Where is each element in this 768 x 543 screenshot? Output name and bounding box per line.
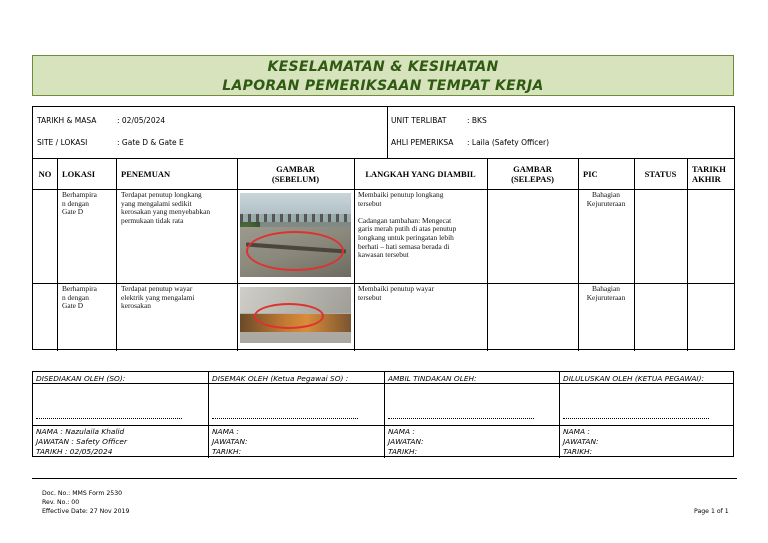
header-penemuan: PENEMUAN: [121, 169, 171, 179]
column-divider: [57, 158, 58, 351]
header-lokasi: LOKASI: [62, 169, 96, 179]
signature-line: [212, 418, 358, 419]
column-divider: [354, 158, 355, 351]
row2-lokasi: Berhampira n dengan Gate D: [62, 284, 97, 311]
signoff-header: AMBIL TINDAKAN OLEH:: [388, 374, 477, 383]
signoff-header: DISEDIAKAN OLEH (SO):: [36, 374, 126, 383]
header-pic: PIC: [583, 169, 598, 179]
site-label: SITE / LOKASI: [37, 138, 88, 147]
doc-no: Doc. No.: MMS Form 2530: [42, 490, 123, 497]
signoff-nama: NAMA :: [388, 427, 415, 436]
signoff-header: DISEMAK OLEH (Ketua Pegawai SO) :: [212, 374, 349, 383]
ahli-field: [391, 138, 549, 147]
header-no: NO: [38, 169, 52, 179]
column-divider: [487, 158, 488, 351]
row2-penemuan: Terdapat penutup wayar elektrik yang mengalami kerosakan: [121, 284, 195, 311]
rev-no: Rev. No.: 00: [42, 499, 80, 506]
report-title-line1: KESELAMATAN & KESIHATAN: [267, 59, 499, 75]
unit-field: [391, 116, 487, 125]
ahli-value: : Laila (Safety Officer): [467, 138, 550, 147]
signoff-prepared: [33, 372, 208, 456]
footer-rule: [32, 478, 737, 479]
site-value: : Gate D & Gate E: [117, 138, 184, 147]
signoff-tarikh: TARIKH:: [212, 447, 242, 456]
row2-photo-sebelum: [240, 287, 351, 343]
signature-line: [388, 418, 534, 419]
signoff-action: [385, 372, 559, 456]
signoff-tarikh: TARIKH:: [563, 447, 593, 456]
inspection-table: [32, 106, 735, 350]
row1-photo-sebelum: [240, 193, 351, 277]
page-number: Page 1 of 1: [694, 508, 729, 515]
signoff-nama: NAMA :: [563, 427, 590, 436]
signoff-approved: [560, 372, 734, 456]
report-title-line2: LAPORAN PEMERIKSAAN TEMPAT KERJA: [222, 78, 544, 94]
unit-value: : BKS: [467, 116, 487, 125]
column-divider: [687, 158, 688, 351]
signoff-header: DILULUSKAN OLEH (KETUA PEGAWAI):: [563, 374, 704, 383]
signoff-reviewed: [209, 372, 384, 456]
signoff-nama: NAMA :: [212, 427, 239, 436]
tarikh-label: TARIKH & MASA: [37, 116, 97, 125]
signoff-jawatan: JAWATAN:: [212, 437, 248, 446]
column-divider: [634, 158, 635, 351]
row-divider: [33, 158, 734, 159]
tarikh-value: : 02/05/2024: [117, 116, 166, 125]
row1-pic: Bahagian Kejuruteraan: [586, 190, 626, 208]
row1-penemuan: Terdapat penutup longkang yang mengalami sedikit kerosakan yang menyebabkan permukaan tidak rata: [121, 190, 211, 225]
report-title-banner: [32, 55, 734, 96]
signature-line: [36, 418, 182, 419]
info-divider: [387, 107, 388, 158]
header-gambar-selepas: GAMBAR (SELEPAS): [511, 164, 554, 184]
header-tarikh-akhir: TARIKH AKHIR: [692, 164, 726, 184]
header-gambar-sebelum: GAMBAR (SEBELUM): [271, 164, 320, 184]
row1-lokasi: Berhampira n dengan Gate D: [62, 190, 97, 217]
row1-langkah: Membaiki penutup longkang tersebut Cadangan tambahan: Mengecat garis merah putih di atas penutup longkang untuk peringatan lebih berhati – hati semasa berada di kawasan tersebut: [358, 190, 457, 260]
site-field: [37, 138, 184, 147]
signoff-tarikh: TARIKH:: [388, 447, 418, 456]
row2-langkah: Membaiki penutup wayar tersebut: [358, 284, 434, 302]
header-status: STATUS: [644, 169, 677, 179]
tarikh-field: [37, 116, 165, 125]
ahli-label: AHLI PEMERIKSA: [391, 138, 454, 147]
effective-date: Effective Date: 27 Nov 2019: [42, 508, 130, 515]
highlight-circle: [254, 303, 324, 329]
unit-label: UNIT TERLIBAT: [391, 116, 447, 125]
signoff-jawatan: JAWATAN:: [388, 437, 424, 446]
signoff-table: [32, 371, 734, 457]
signature-line: [563, 418, 709, 419]
highlight-circle: [246, 231, 344, 271]
row2-pic: Bahagian Kejuruteraan: [586, 284, 626, 302]
signoff-jawatan: JAWATAN:: [563, 437, 599, 446]
signoff-jawatan: JAWATAN : Safety Officer: [36, 437, 128, 446]
column-divider: [116, 158, 117, 351]
column-divider: [578, 158, 579, 351]
header-langkah: LANGKAH YANG DIAMBIL: [365, 169, 476, 179]
signoff-nama: NAMA : Nazulaila Khalid: [36, 427, 125, 436]
signoff-tarikh: TARIKH : 02/05/2024: [36, 447, 113, 456]
column-divider: [237, 158, 238, 351]
